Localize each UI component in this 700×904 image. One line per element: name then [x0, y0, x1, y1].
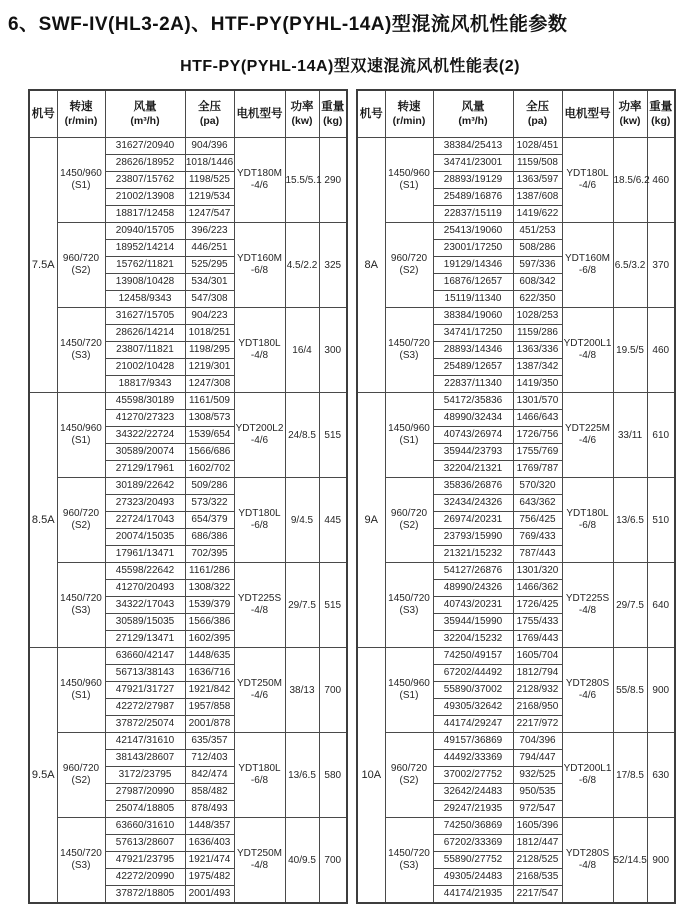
motor-model-cell: YDT280S -4/8	[562, 818, 613, 904]
airflow-cell: 25074/18805	[105, 801, 185, 818]
airflow-cell: 57613/28607	[105, 835, 185, 852]
column-header: 转速 (r/min)	[57, 90, 105, 138]
speed-cell: 1450/720 (S3)	[57, 563, 105, 648]
weight-cell: 610	[647, 393, 675, 478]
pressure-cell: 787/443	[513, 546, 562, 563]
airflow-cell: 26974/20231	[433, 512, 513, 529]
pressure-cell: 1921/842	[185, 682, 234, 699]
airflow-cell: 16876/12657	[433, 274, 513, 291]
pressure-cell: 1161/286	[185, 563, 234, 580]
motor-model-cell: YDT180L -4/6	[562, 138, 613, 223]
table-row	[357, 478, 675, 495]
column-header: 风量 (m³/h)	[433, 90, 513, 138]
table-row	[29, 308, 347, 325]
airflow-cell: 32204/15232	[433, 631, 513, 648]
pressure-cell: 1602/702	[185, 461, 234, 478]
table-row	[357, 393, 675, 410]
table-row	[29, 393, 347, 410]
speed-cell: 960/720 (S2)	[57, 733, 105, 818]
power-cell: 29/7.5	[285, 563, 319, 648]
airflow-cell: 42272/20990	[105, 869, 185, 886]
pressure-cell: 769/433	[513, 529, 562, 546]
pressure-cell: 1605/396	[513, 818, 562, 835]
airflow-cell: 37872/25074	[105, 716, 185, 733]
weight-cell: 325	[319, 223, 347, 308]
column-header: 功率 (kw)	[613, 90, 647, 138]
pressure-cell: 1755/433	[513, 614, 562, 631]
pressure-cell: 1448/635	[185, 648, 234, 665]
table-row	[357, 223, 675, 240]
pressure-cell: 654/379	[185, 512, 234, 529]
pressure-cell: 396/223	[185, 223, 234, 240]
airflow-cell: 54172/35836	[433, 393, 513, 410]
pressure-cell: 2217/547	[513, 886, 562, 904]
motor-model-cell: YDT250M -4/8	[234, 818, 285, 904]
motor-model-cell: YDT180L -6/8	[234, 733, 285, 818]
pressure-cell: 508/286	[513, 240, 562, 257]
motor-model-cell: YDT180L -4/8	[234, 308, 285, 393]
airflow-cell: 56713/38143	[105, 665, 185, 682]
pressure-cell: 1219/534	[185, 189, 234, 206]
pressure-cell: 1636/716	[185, 665, 234, 682]
speed-cell: 1450/720 (S3)	[57, 818, 105, 904]
airflow-cell: 13908/10428	[105, 274, 185, 291]
airflow-cell: 28893/14346	[433, 342, 513, 359]
machine-cell: 7.5A	[29, 138, 57, 393]
pressure-cell: 608/342	[513, 274, 562, 291]
pressure-cell: 635/357	[185, 733, 234, 750]
airflow-cell: 49305/32642	[433, 699, 513, 716]
pressure-cell: 1028/253	[513, 308, 562, 325]
speed-cell: 1450/720 (S3)	[385, 818, 433, 904]
table-row	[29, 223, 347, 240]
airflow-cell: 34741/23001	[433, 155, 513, 172]
tables-container	[28, 89, 672, 904]
airflow-cell: 47921/23795	[105, 852, 185, 869]
pressure-cell: 597/336	[513, 257, 562, 274]
airflow-cell: 28626/14214	[105, 325, 185, 342]
airflow-cell: 42147/31610	[105, 733, 185, 750]
airflow-cell: 18952/14214	[105, 240, 185, 257]
pressure-cell: 1247/308	[185, 376, 234, 393]
airflow-cell: 15762/11821	[105, 257, 185, 274]
airflow-cell: 44492/33369	[433, 750, 513, 767]
pressure-cell: 842/474	[185, 767, 234, 784]
airflow-cell: 74250/36869	[433, 818, 513, 835]
motor-model-cell: YDT280S -4/6	[562, 648, 613, 733]
airflow-cell: 48990/32434	[433, 410, 513, 427]
power-cell: 24/8.5	[285, 393, 319, 478]
speed-cell: 1450/720 (S3)	[385, 308, 433, 393]
pressure-cell: 1466/362	[513, 580, 562, 597]
pressure-cell: 446/251	[185, 240, 234, 257]
airflow-cell: 45598/30189	[105, 393, 185, 410]
airflow-cell: 34322/22724	[105, 427, 185, 444]
speed-cell: 1450/960 (S1)	[385, 138, 433, 223]
airflow-cell: 55890/37002	[433, 682, 513, 699]
pressure-cell: 1602/395	[185, 631, 234, 648]
table-row	[357, 563, 675, 580]
pressure-cell: 1466/643	[513, 410, 562, 427]
weight-cell: 640	[647, 563, 675, 648]
airflow-cell: 28893/19129	[433, 172, 513, 189]
airflow-cell: 25489/16876	[433, 189, 513, 206]
pressure-cell: 643/362	[513, 495, 562, 512]
pressure-cell: 509/286	[185, 478, 234, 495]
page-title: 6、SWF-IV(HL3-2A)、HTF-PY(PYHL-14A)型混流风机性能参数	[8, 14, 568, 35]
airflow-cell: 21002/10428	[105, 359, 185, 376]
airflow-cell: 20074/15035	[105, 529, 185, 546]
airflow-cell: 45598/22642	[105, 563, 185, 580]
weight-cell: 445	[319, 478, 347, 563]
table-row	[357, 648, 675, 665]
weight-cell: 300	[319, 308, 347, 393]
airflow-cell: 29247/21935	[433, 801, 513, 818]
pressure-cell: 1769/787	[513, 461, 562, 478]
airflow-cell: 34741/17250	[433, 325, 513, 342]
pressure-cell: 1387/342	[513, 359, 562, 376]
airflow-cell: 21321/15232	[433, 546, 513, 563]
airflow-cell: 74250/49157	[433, 648, 513, 665]
airflow-cell: 38143/28607	[105, 750, 185, 767]
pressure-cell: 1566/686	[185, 444, 234, 461]
pressure-cell: 1308/573	[185, 410, 234, 427]
speed-cell: 1450/960 (S1)	[57, 138, 105, 223]
airflow-cell: 15119/11340	[433, 291, 513, 308]
pressure-cell: 1308/322	[185, 580, 234, 597]
airflow-cell: 23807/11821	[105, 342, 185, 359]
pressure-cell: 1301/570	[513, 393, 562, 410]
airflow-cell: 31627/15705	[105, 308, 185, 325]
airflow-cell: 41270/27323	[105, 410, 185, 427]
airflow-cell: 19129/14346	[433, 257, 513, 274]
column-header: 重量 (kg)	[319, 90, 347, 138]
pressure-cell: 2168/535	[513, 869, 562, 886]
machine-cell: 9.5A	[29, 648, 57, 904]
pressure-cell: 1159/508	[513, 155, 562, 172]
pressure-cell: 2217/972	[513, 716, 562, 733]
power-cell: 52/14.5	[613, 818, 647, 904]
weight-cell: 900	[647, 648, 675, 733]
column-header: 电机型号	[234, 90, 285, 138]
pressure-cell: 570/320	[513, 478, 562, 495]
airflow-cell: 23793/15990	[433, 529, 513, 546]
pressure-cell: 702/395	[185, 546, 234, 563]
column-header: 全压 (pa)	[513, 90, 562, 138]
pressure-cell: 1755/769	[513, 444, 562, 461]
pressure-cell: 622/350	[513, 291, 562, 308]
pressure-cell: 1419/622	[513, 206, 562, 223]
airflow-cell: 38384/25413	[433, 138, 513, 155]
airflow-cell: 3172/23795	[105, 767, 185, 784]
pressure-cell: 1219/301	[185, 359, 234, 376]
pressure-cell: 1812/794	[513, 665, 562, 682]
airflow-cell: 21002/13908	[105, 189, 185, 206]
airflow-cell: 35944/23793	[433, 444, 513, 461]
speed-cell: 1450/960 (S1)	[385, 648, 433, 733]
airflow-cell: 27129/13471	[105, 631, 185, 648]
power-cell: 15.5/5.1	[285, 138, 319, 223]
pressure-cell: 547/308	[185, 291, 234, 308]
airflow-cell: 18817/9343	[105, 376, 185, 393]
speed-cell: 1450/960 (S1)	[57, 393, 105, 478]
airflow-cell: 18817/12458	[105, 206, 185, 223]
table-row	[357, 733, 675, 750]
airflow-cell: 47921/31727	[105, 682, 185, 699]
column-header: 全压 (pa)	[185, 90, 234, 138]
table-row	[357, 138, 675, 155]
pressure-cell: 1198/295	[185, 342, 234, 359]
column-header: 重量 (kg)	[647, 90, 675, 138]
table-row	[29, 563, 347, 580]
pressure-cell: 1363/597	[513, 172, 562, 189]
weight-cell: 460	[647, 138, 675, 223]
airflow-cell: 42272/27987	[105, 699, 185, 716]
airflow-cell: 30589/15035	[105, 614, 185, 631]
airflow-cell: 44174/29247	[433, 716, 513, 733]
pressure-cell: 1159/286	[513, 325, 562, 342]
pressure-cell: 878/493	[185, 801, 234, 818]
table-row	[357, 818, 675, 835]
table-row	[29, 478, 347, 495]
header-row	[29, 90, 347, 138]
table-row	[29, 733, 347, 750]
pressure-cell: 1539/379	[185, 597, 234, 614]
pressure-cell: 1566/386	[185, 614, 234, 631]
speed-cell: 960/720 (S2)	[57, 223, 105, 308]
airflow-cell: 23001/17250	[433, 240, 513, 257]
pressure-cell: 1539/654	[185, 427, 234, 444]
weight-cell: 900	[647, 818, 675, 904]
table-row	[29, 818, 347, 835]
machine-cell: 9A	[357, 393, 385, 648]
pressure-cell: 1921/474	[185, 852, 234, 869]
airflow-cell: 40743/20231	[433, 597, 513, 614]
pressure-cell: 1975/482	[185, 869, 234, 886]
weight-cell: 370	[647, 223, 675, 308]
pressure-cell: 1769/443	[513, 631, 562, 648]
power-cell: 13/6.5	[285, 733, 319, 818]
airflow-cell: 44174/21935	[433, 886, 513, 904]
airflow-cell: 55890/27752	[433, 852, 513, 869]
pressure-cell: 712/403	[185, 750, 234, 767]
weight-cell: 700	[319, 818, 347, 904]
pressure-cell: 1448/357	[185, 818, 234, 835]
airflow-cell: 41270/20493	[105, 580, 185, 597]
weight-cell: 630	[647, 733, 675, 818]
pressure-cell: 704/396	[513, 733, 562, 750]
column-header: 转速 (r/min)	[385, 90, 433, 138]
airflow-cell: 34322/17043	[105, 597, 185, 614]
airflow-cell: 49305/24483	[433, 869, 513, 886]
machine-cell: 10A	[357, 648, 385, 904]
airflow-cell: 37002/27752	[433, 767, 513, 784]
airflow-cell: 27129/17961	[105, 461, 185, 478]
pressure-cell: 2168/950	[513, 699, 562, 716]
table-row	[29, 138, 347, 155]
pressure-cell: 904/223	[185, 308, 234, 325]
pressure-cell: 451/253	[513, 223, 562, 240]
pressure-cell: 1726/756	[513, 427, 562, 444]
motor-model-cell: YDT180L -6/8	[234, 478, 285, 563]
weight-cell: 510	[647, 478, 675, 563]
power-cell: 4.5/2.2	[285, 223, 319, 308]
pressure-cell: 932/525	[513, 767, 562, 784]
pressure-cell: 525/295	[185, 257, 234, 274]
pressure-cell: 950/535	[513, 784, 562, 801]
pressure-cell: 904/396	[185, 138, 234, 155]
airflow-cell: 30189/22642	[105, 478, 185, 495]
airflow-cell: 20940/15705	[105, 223, 185, 240]
table-row	[357, 308, 675, 325]
motor-model-cell: YDT250M -4/6	[234, 648, 285, 733]
motor-model-cell: YDT180L -6/8	[562, 478, 613, 563]
pressure-cell: 2128/525	[513, 852, 562, 869]
power-cell: 13/6.5	[613, 478, 647, 563]
pressure-cell: 1198/525	[185, 172, 234, 189]
airflow-cell: 22724/17043	[105, 512, 185, 529]
pressure-cell: 686/386	[185, 529, 234, 546]
speed-cell: 1450/960 (S1)	[385, 393, 433, 478]
airflow-cell: 32204/21321	[433, 461, 513, 478]
column-header: 电机型号	[562, 90, 613, 138]
pressure-cell: 1161/509	[185, 393, 234, 410]
speed-cell: 1450/960 (S1)	[57, 648, 105, 733]
pressure-cell: 1363/336	[513, 342, 562, 359]
motor-model-cell: YDT225S -4/8	[234, 563, 285, 648]
motor-model-cell: YDT225S -4/8	[562, 563, 613, 648]
column-header: 机号	[357, 90, 385, 138]
airflow-cell: 54127/26876	[433, 563, 513, 580]
airflow-cell: 35836/26876	[433, 478, 513, 495]
weight-cell: 515	[319, 393, 347, 478]
speed-cell: 1450/720 (S3)	[385, 563, 433, 648]
pressure-cell: 1957/858	[185, 699, 234, 716]
pressure-cell: 972/547	[513, 801, 562, 818]
pressure-cell: 2001/493	[185, 886, 234, 904]
airflow-cell: 23807/15762	[105, 172, 185, 189]
power-cell: 38/13	[285, 648, 319, 733]
airflow-cell: 31627/20940	[105, 138, 185, 155]
performance-table-right	[356, 89, 676, 904]
airflow-cell: 27323/20493	[105, 495, 185, 512]
pressure-cell: 1018/251	[185, 325, 234, 342]
column-header: 机号	[29, 90, 57, 138]
pressure-cell: 573/322	[185, 495, 234, 512]
airflow-cell: 32642/24483	[433, 784, 513, 801]
airflow-cell: 49157/36869	[433, 733, 513, 750]
pressure-cell: 1636/403	[185, 835, 234, 852]
motor-model-cell: YDT160M -6/8	[234, 223, 285, 308]
pressure-cell: 1028/451	[513, 138, 562, 155]
power-cell: 9/4.5	[285, 478, 319, 563]
weight-cell: 580	[319, 733, 347, 818]
weight-cell: 460	[647, 308, 675, 393]
column-header: 功率 (kw)	[285, 90, 319, 138]
pressure-cell: 1387/608	[513, 189, 562, 206]
pressure-cell: 794/447	[513, 750, 562, 767]
power-cell: 55/8.5	[613, 648, 647, 733]
airflow-cell: 25489/12657	[433, 359, 513, 376]
motor-model-cell: YDT200L1 -4/8	[562, 308, 613, 393]
pressure-cell: 534/301	[185, 274, 234, 291]
airflow-cell: 48990/24326	[433, 580, 513, 597]
power-cell: 16/4	[285, 308, 319, 393]
pressure-cell: 1812/447	[513, 835, 562, 852]
airflow-cell: 28626/18952	[105, 155, 185, 172]
airflow-cell: 63660/31610	[105, 818, 185, 835]
table-row	[29, 648, 347, 665]
table-title: HTF-PY(PYHL-14A)型双速混流风机性能表(2)	[180, 58, 520, 75]
motor-model-cell: YDT180M -4/6	[234, 138, 285, 223]
pressure-cell: 1247/547	[185, 206, 234, 223]
airflow-cell: 40743/26974	[433, 427, 513, 444]
speed-cell: 960/720 (S2)	[57, 478, 105, 563]
speed-cell: 960/720 (S2)	[385, 733, 433, 818]
header-row	[357, 90, 675, 138]
column-header: 风量 (m³/h)	[105, 90, 185, 138]
airflow-cell: 25413/19060	[433, 223, 513, 240]
pressure-cell: 2128/932	[513, 682, 562, 699]
power-cell: 6.5/3.2	[613, 223, 647, 308]
motor-model-cell: YDT225M -4/6	[562, 393, 613, 478]
pressure-cell: 1419/350	[513, 376, 562, 393]
pressure-cell: 1726/425	[513, 597, 562, 614]
airflow-cell: 67202/44492	[433, 665, 513, 682]
pressure-cell: 2001/878	[185, 716, 234, 733]
weight-cell: 290	[319, 138, 347, 223]
machine-cell: 8A	[357, 138, 385, 393]
airflow-cell: 17961/13471	[105, 546, 185, 563]
weight-cell: 700	[319, 648, 347, 733]
airflow-cell: 27987/20990	[105, 784, 185, 801]
power-cell: 18.5/6.2	[613, 138, 647, 223]
power-cell: 19.5/5	[613, 308, 647, 393]
speed-cell: 960/720 (S2)	[385, 223, 433, 308]
power-cell: 17/8.5	[613, 733, 647, 818]
performance-table-left	[28, 89, 348, 904]
airflow-cell: 38384/19060	[433, 308, 513, 325]
airflow-cell: 22837/11340	[433, 376, 513, 393]
airflow-cell: 32434/24326	[433, 495, 513, 512]
airflow-cell: 67202/33369	[433, 835, 513, 852]
pressure-cell: 1301/320	[513, 563, 562, 580]
airflow-cell: 12458/9343	[105, 291, 185, 308]
pressure-cell: 1605/704	[513, 648, 562, 665]
power-cell: 33/11	[613, 393, 647, 478]
motor-model-cell: YDT200L1 -6/8	[562, 733, 613, 818]
machine-cell: 8.5A	[29, 393, 57, 648]
speed-cell: 960/720 (S2)	[385, 478, 433, 563]
power-cell: 40/9.5	[285, 818, 319, 904]
airflow-cell: 35944/15990	[433, 614, 513, 631]
airflow-cell: 63660/42147	[105, 648, 185, 665]
pressure-cell: 756/425	[513, 512, 562, 529]
airflow-cell: 30589/20074	[105, 444, 185, 461]
weight-cell: 515	[319, 563, 347, 648]
airflow-cell: 37872/18805	[105, 886, 185, 904]
motor-model-cell: YDT200L2 -4/6	[234, 393, 285, 478]
pressure-cell: 1018/1446	[185, 155, 234, 172]
motor-model-cell: YDT160M -6/8	[562, 223, 613, 308]
pressure-cell: 858/482	[185, 784, 234, 801]
speed-cell: 1450/720 (S3)	[57, 308, 105, 393]
power-cell: 29/7.5	[613, 563, 647, 648]
airflow-cell: 22837/15119	[433, 206, 513, 223]
